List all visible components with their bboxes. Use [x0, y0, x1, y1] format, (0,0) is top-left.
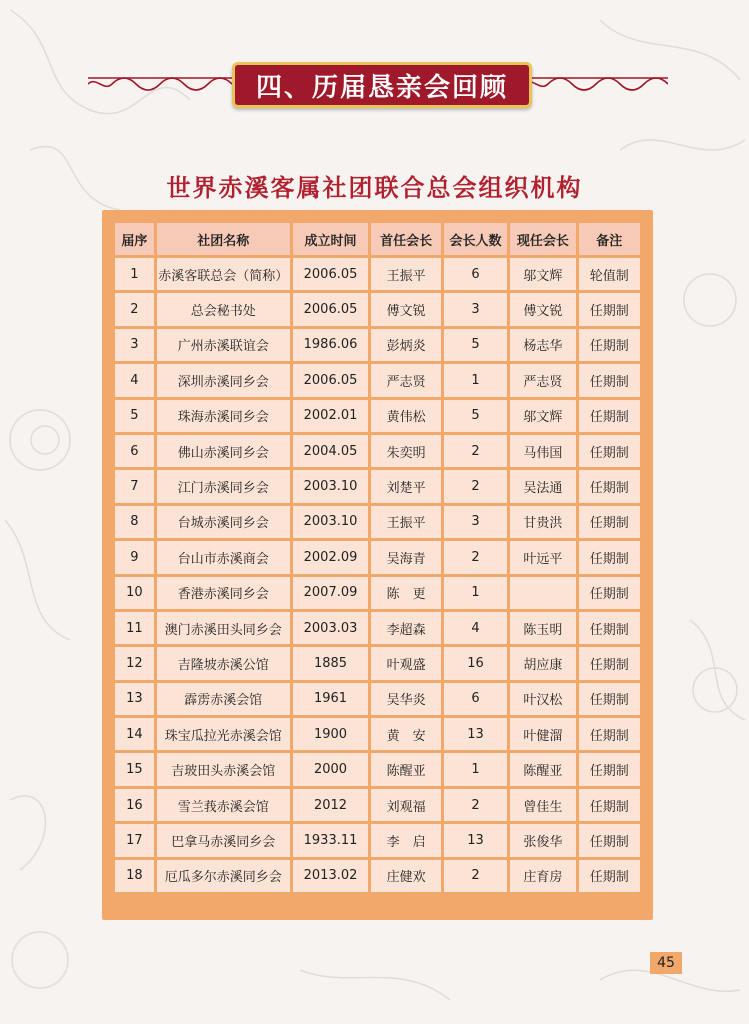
cell-founded: 2002.09 — [293, 541, 369, 573]
cell-index: 16 — [115, 789, 154, 821]
cell-name: 珠宝瓜拉光赤溪会馆 — [157, 718, 290, 750]
cell-president-count: 1 — [444, 753, 507, 785]
table-row — [115, 753, 640, 785]
cell-note: 任期制 — [579, 683, 640, 715]
page-number: 45 — [650, 952, 682, 974]
cell-name: 深圳赤溪同乡会 — [157, 364, 290, 396]
organization-table-frame — [102, 210, 653, 920]
cell-index: 4 — [115, 364, 154, 396]
cell-founded: 1986.06 — [293, 329, 369, 361]
cell-first-president: 李超森 — [371, 612, 441, 644]
cell-index: 15 — [115, 753, 154, 785]
table-row — [115, 789, 640, 821]
cell-president-count: 13 — [444, 824, 507, 856]
cell-first-president: 黄 安 — [371, 718, 441, 750]
cell-note: 轮值制 — [579, 258, 640, 290]
cell-president-count: 4 — [444, 612, 507, 644]
cell-president-count: 2 — [444, 789, 507, 821]
table-body — [115, 258, 640, 892]
column-header-note: 备注 — [579, 223, 640, 255]
cell-first-president: 彭炳炎 — [371, 329, 441, 361]
cell-president-count: 2 — [444, 435, 507, 467]
cell-current-president: 胡应康 — [510, 647, 575, 679]
cell-index: 13 — [115, 683, 154, 715]
cell-current-president: 吴法通 — [510, 470, 575, 502]
cell-president-count: 13 — [444, 718, 507, 750]
cell-name: 雪兰莪赤溪会馆 — [157, 789, 290, 821]
cell-first-president: 吴华炎 — [371, 683, 441, 715]
cell-president-count: 6 — [444, 258, 507, 290]
cell-note: 任期制 — [579, 860, 640, 892]
column-header-founded: 成立时间 — [293, 223, 369, 255]
cell-current-president — [510, 577, 575, 609]
table-row — [115, 718, 640, 750]
cell-founded: 2004.05 — [293, 435, 369, 467]
cell-current-president: 曾佳生 — [510, 789, 575, 821]
table-row — [115, 470, 640, 502]
cell-first-president: 叶观盛 — [371, 647, 441, 679]
cell-note: 任期制 — [579, 329, 640, 361]
column-header-current-president: 现任会长 — [510, 223, 575, 255]
column-header-first-president: 首任会长 — [371, 223, 441, 255]
cell-name: 台城赤溪同乡会 — [157, 506, 290, 538]
section-title: 四、历届恳亲会回顾 — [232, 62, 532, 108]
cell-index: 18 — [115, 860, 154, 892]
cell-president-count: 5 — [444, 329, 507, 361]
cell-current-president: 邬文辉 — [510, 258, 575, 290]
cell-founded: 1961 — [293, 683, 369, 715]
cell-president-count: 1 — [444, 364, 507, 396]
cell-president-count: 2 — [444, 541, 507, 573]
cell-index: 2 — [115, 293, 154, 325]
cell-founded: 2002.01 — [293, 400, 369, 432]
cell-index: 12 — [115, 647, 154, 679]
table-row — [115, 683, 640, 715]
cell-index: 6 — [115, 435, 154, 467]
cell-index: 9 — [115, 541, 154, 573]
table-row — [115, 293, 640, 325]
cell-index: 8 — [115, 506, 154, 538]
column-header-name: 社团名称 — [157, 223, 290, 255]
cell-note: 任期制 — [579, 824, 640, 856]
cell-name: 佛山赤溪同乡会 — [157, 435, 290, 467]
cell-index: 1 — [115, 258, 154, 290]
cell-first-president: 吴海青 — [371, 541, 441, 573]
cell-note: 任期制 — [579, 577, 640, 609]
cell-note: 任期制 — [579, 364, 640, 396]
cell-name: 巴拿马赤溪同乡会 — [157, 824, 290, 856]
cell-founded: 2007.09 — [293, 577, 369, 609]
cell-name: 台山市赤溪商会 — [157, 541, 290, 573]
table-row — [115, 364, 640, 396]
cell-note: 任期制 — [579, 293, 640, 325]
cell-current-president: 甘贵洪 — [510, 506, 575, 538]
cell-current-president: 邬文辉 — [510, 400, 575, 432]
cell-current-president: 张俊华 — [510, 824, 575, 856]
cell-founded: 2000 — [293, 753, 369, 785]
cell-first-president: 王振平 — [371, 258, 441, 290]
cell-first-president: 黄伟松 — [371, 400, 441, 432]
cell-first-president: 傅文锐 — [371, 293, 441, 325]
cell-founded: 2013.02 — [293, 860, 369, 892]
cell-first-president: 陈醒亚 — [371, 753, 441, 785]
column-header-index: 届序 — [115, 223, 154, 255]
cell-president-count: 1 — [444, 577, 507, 609]
cell-current-president: 马伟国 — [510, 435, 575, 467]
cell-president-count: 6 — [444, 683, 507, 715]
table-row — [115, 435, 640, 467]
cell-name: 广州赤溪联谊会 — [157, 329, 290, 361]
cell-note: 任期制 — [579, 400, 640, 432]
cell-name: 香港赤溪同乡会 — [157, 577, 290, 609]
cell-index: 7 — [115, 470, 154, 502]
cell-founded: 1885 — [293, 647, 369, 679]
table-row — [115, 258, 640, 290]
cell-index: 17 — [115, 824, 154, 856]
column-header-president-count: 会长人数 — [444, 223, 507, 255]
table-header-row — [115, 223, 640, 255]
cell-founded: 2003.03 — [293, 612, 369, 644]
cell-first-president: 庄健欢 — [371, 860, 441, 892]
cell-index: 5 — [115, 400, 154, 432]
cell-founded: 1933.11 — [293, 824, 369, 856]
table-row — [115, 577, 640, 609]
cell-president-count: 16 — [444, 647, 507, 679]
cell-president-count: 3 — [444, 293, 507, 325]
cell-index: 10 — [115, 577, 154, 609]
cell-president-count: 2 — [444, 470, 507, 502]
cell-first-president: 朱奕明 — [371, 435, 441, 467]
table-row — [115, 647, 640, 679]
cell-name: 赤溪客联总会（简称） — [157, 258, 290, 290]
cell-name: 总会秘书处 — [157, 293, 290, 325]
cell-current-president: 陈玉明 — [510, 612, 575, 644]
cell-current-president: 杨志华 — [510, 329, 575, 361]
cell-president-count: 5 — [444, 400, 507, 432]
cell-founded: 2006.05 — [293, 364, 369, 396]
cell-current-president: 叶远平 — [510, 541, 575, 573]
cell-current-president: 叶汉松 — [510, 683, 575, 715]
cell-current-president: 陈醒亚 — [510, 753, 575, 785]
cell-note: 任期制 — [579, 612, 640, 644]
cell-name: 澳门赤溪田头同乡会 — [157, 612, 290, 644]
cell-current-president: 庄育房 — [510, 860, 575, 892]
cell-president-count: 3 — [444, 506, 507, 538]
table-row — [115, 612, 640, 644]
cell-note: 任期制 — [579, 718, 640, 750]
cell-index: 3 — [115, 329, 154, 361]
cell-name: 珠海赤溪同乡会 — [157, 400, 290, 432]
cell-first-president: 陈 更 — [371, 577, 441, 609]
cell-founded: 2003.10 — [293, 506, 369, 538]
table-row — [115, 506, 640, 538]
table-row — [115, 541, 640, 573]
cell-first-president: 王振平 — [371, 506, 441, 538]
cell-note: 任期制 — [579, 470, 640, 502]
cell-note: 任期制 — [579, 647, 640, 679]
cell-note: 任期制 — [579, 541, 640, 573]
cell-name: 吉玻田头赤溪会馆 — [157, 753, 290, 785]
table-row — [115, 400, 640, 432]
cell-name: 霹雳赤溪会馆 — [157, 683, 290, 715]
table-row — [115, 860, 640, 892]
cell-first-president: 严志贤 — [371, 364, 441, 396]
cell-index: 14 — [115, 718, 154, 750]
page-title: 世界赤溪客属社团联合总会组织机构 — [166, 173, 583, 202]
table-row — [115, 824, 640, 856]
cell-note: 任期制 — [579, 789, 640, 821]
cell-name: 江门赤溪同乡会 — [157, 470, 290, 502]
cell-current-president: 叶健溜 — [510, 718, 575, 750]
organization-table — [112, 220, 643, 895]
cell-president-count: 2 — [444, 860, 507, 892]
cell-founded: 2006.05 — [293, 258, 369, 290]
cell-first-president: 刘观福 — [371, 789, 441, 821]
cell-note: 任期制 — [579, 435, 640, 467]
cell-name: 厄瓜多尔赤溪同乡会 — [157, 860, 290, 892]
cell-note: 任期制 — [579, 506, 640, 538]
cell-index: 11 — [115, 612, 154, 644]
table-row — [115, 329, 640, 361]
cell-first-president: 李 启 — [371, 824, 441, 856]
cell-founded: 1900 — [293, 718, 369, 750]
cell-founded: 2012 — [293, 789, 369, 821]
cell-current-president: 傅文锐 — [510, 293, 575, 325]
cell-founded: 2003.10 — [293, 470, 369, 502]
cell-first-president: 刘楚平 — [371, 470, 441, 502]
cell-note: 任期制 — [579, 753, 640, 785]
cell-current-president: 严志贤 — [510, 364, 575, 396]
cell-founded: 2006.05 — [293, 293, 369, 325]
cell-name: 吉隆坡赤溪公馆 — [157, 647, 290, 679]
